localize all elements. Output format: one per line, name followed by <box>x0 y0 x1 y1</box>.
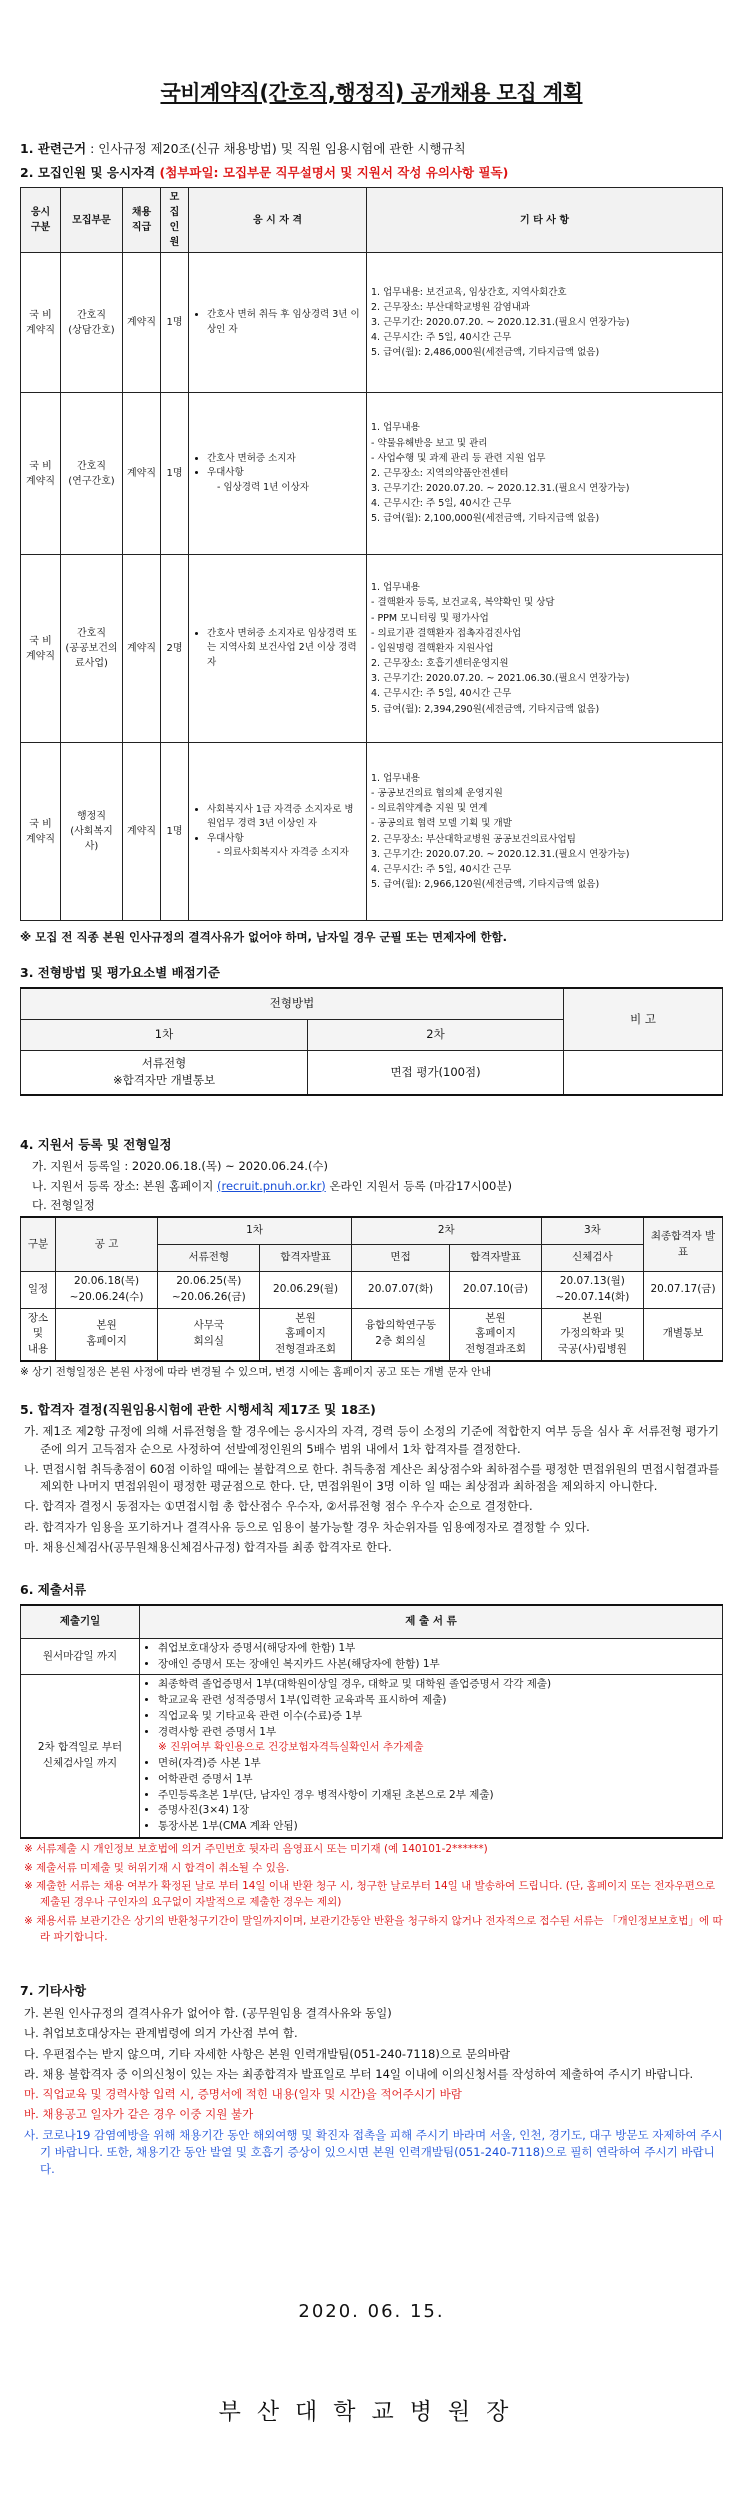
table-header: 서류전형 <box>158 1245 260 1272</box>
details-line: 1. 업무내용 <box>371 582 420 594</box>
details-line: - 공공의료 협력 모델 기획 및 개발 <box>371 818 512 830</box>
table-cell: 사무국 회의실 <box>158 1308 260 1361</box>
table-header: 비 고 <box>564 988 723 1051</box>
requirement-item: • 우대사항 <box>207 832 362 846</box>
table-header: 1차 <box>158 1217 352 1245</box>
details-line: - PPM 모니터링 및 평가사업 <box>371 612 489 624</box>
table-header: 응시 구분 <box>21 188 61 253</box>
details-line: 4. 근무시간: 주 5일, 40시간 근무 <box>371 332 512 344</box>
table-cell <box>21 1051 308 1095</box>
table-header: 구분 <box>21 1217 56 1272</box>
page-title: 국비계약직(간호직,행정직) 공개채용 모집 계획 <box>160 81 583 105</box>
note-item: ※ 제출서류 미제출 및 허위기재 시 합격이 취소될 수 있음. <box>24 1861 290 1874</box>
details-line: 2. 근무장소: 부산대학교병원 공공보건의료사업팀 <box>371 833 576 845</box>
details-line: - 의료기관 결핵환자 접촉자검진사업 <box>371 627 522 639</box>
result-list <box>20 1423 723 1556</box>
table-cell: 20.07.17(금) <box>644 1272 723 1309</box>
table-row <box>21 1272 723 1309</box>
document-note: ※ 진위여부 확인용으로 건강보험자격득실확인서 추가제출 <box>158 1741 424 1754</box>
list-item: 라. 합격자가 임용을 포기하거나 결격사유 등으로 임용이 불가능할 경우 차순위자를 임용예정자로 결정할 수 있다. <box>24 1519 590 1534</box>
table-cell: 1명 <box>161 393 189 555</box>
list-item: 다. 우편접수는 받지 않으며, 기타 자세한 사항은 본원 인력개발팀(051-240-7118)으로 문의바람 <box>24 2046 511 2061</box>
table-header: 합격자발표 <box>260 1245 351 1272</box>
requirement-item: • 사회복지사 1급 자격증 소지자로 병원업무 경력 3년 이상인 자 <box>207 803 362 832</box>
details-cell <box>367 393 723 555</box>
table-header: 모집 인원 <box>161 188 189 253</box>
item-text: 온라인 지원서 등록 (마감17시00분) <box>325 1178 512 1193</box>
table-cell: 간호직 (상담간호) <box>61 253 123 393</box>
table-cell: 20.07.10(금) <box>450 1272 541 1309</box>
table-cell: 20.07.07(화) <box>351 1272 450 1309</box>
details-line: 2. 근무장소: 부산대학교병원 감염내과 <box>371 301 530 313</box>
list-item: 다. 합격자 결정시 동점자는 ①면접시험 총 합산점수 우수자, ②서류전형 점수 우수자 순으로 결정한다. <box>24 1499 533 1514</box>
details-line: 3. 근무기간: 2020.07.20. ~ 2020.12.31.(필요시 연장가능) <box>371 848 630 860</box>
document-item: • 증명사진(3×4) 1장 <box>158 1803 718 1819</box>
table-cell: 국 비 계약직 <box>21 393 61 555</box>
details-line: - 약물유해반응 보고 및 관리 <box>371 437 488 449</box>
homepage-link[interactable]: (recruit.pnuh.or.kr) <box>217 1178 326 1193</box>
section-recruit <box>20 164 723 183</box>
details-line: 3. 근무기간: 2020.07.20. ~ 2021.06.30.(필요시 연장가능) <box>371 673 630 685</box>
table-cell <box>140 1675 723 1838</box>
section-heading: 1. 관련근거 <box>20 140 87 156</box>
document-item: • 최종학력 졸업증명서 1부(대학원이상일 경우, 대학교 및 대학원 졸업증명서 각각 제출) <box>158 1677 718 1693</box>
documents-table <box>20 1604 723 1839</box>
table-cell: 20.07.13(월) ~20.07.14(화) <box>541 1272 643 1309</box>
table-cell: 면접 평가(100점) <box>308 1051 564 1095</box>
document-item: • 어학관련 증명서 1부 <box>158 1772 718 1788</box>
table-cell: 국 비 계약직 <box>21 253 61 393</box>
document-item: • 면허(자격)증 사본 1부 <box>158 1756 718 1772</box>
table-cell <box>564 1051 723 1095</box>
table-cell: 2차 합격일로 부터 신체검사일 까지 <box>21 1675 140 1838</box>
details-line: - 결핵환자 등록, 보건교육, 복약확인 및 상담 <box>371 597 555 609</box>
section-heading: 6. 제출서류 <box>20 1582 87 1597</box>
selection-table <box>20 987 723 1096</box>
document-item: • 경력사항 관련 증명서 1부 <box>158 1725 718 1741</box>
table-cell <box>140 1638 723 1675</box>
item-text: 나. 지원서 등록 장소: 본원 홈페이지 <box>32 1178 217 1193</box>
table-cell: 본원 홈페이지 전형결과조회 <box>450 1308 541 1361</box>
recruit-note: ※ 모집 전 직종 본원 인사규정의 결격사유가 없어야 하며, 남자일 경우 군필 또는 면제자에 한함. <box>20 930 507 944</box>
list-item: 바. 채용공고 일자가 같은 경우 이중 지원 불가 <box>24 2107 254 2122</box>
details-line: 5. 급여(월): 2,966,120원(세전금액, 기타지급액 없음) <box>371 879 600 891</box>
cell-text: 서류전형 <box>141 1056 187 1070</box>
note-item: ※ 제출한 서류는 채용 여부가 확정된 날로 부터 14일 이내 반환 청구 시, 청구한 날로부터 14일 내 발송하여 드립니다. (단, 홈페이지 또는 전자우편으로 제출된 경우나 구인자의 요구없이 자발적으로 제출한 경우는 제외) <box>24 1880 716 1908</box>
details-line: 5. 급여(월): 2,394,290원(세전금액, 기타지급액 없음) <box>371 703 600 715</box>
details-cell <box>367 743 723 921</box>
item-text: 가. 지원서 등록일 : 2020.06.18.(목) ~ 2020.06.24.(수) <box>32 1159 329 1174</box>
list-item: 마. 채용신체검사(공무원채용신체검사규정) 합격자를 최종 합격자로 한다. <box>24 1539 392 1554</box>
table-cell: 1명 <box>161 743 189 921</box>
table-cell: 계약직 <box>123 393 161 555</box>
document-item: • 장애인 증명서 또는 장애인 복지카드 사본(해당자에 한함) 1부 <box>158 1657 718 1673</box>
schedule-item <box>20 1178 723 1195</box>
details-line: 3. 근무기간: 2020.07.20. ~ 2020.12.31.(필요시 연장가능) <box>371 316 630 328</box>
requirement-cell <box>189 393 367 555</box>
details-line: 4. 근무시간: 주 5일, 40시간 근무 <box>371 498 512 510</box>
recruit-table <box>20 187 723 921</box>
details-line: 5. 급여(월): 2,486,000원(세전금액, 기타지급액 없음) <box>371 347 600 359</box>
table-cell: 개별통보 <box>644 1308 723 1361</box>
document-page <box>20 0 723 2430</box>
schedule-note: ※ 상기 전형일정은 본원 사정에 따라 변경될 수 있으며, 변경 시에는 홈페이지 공고 또는 개별 문자 안내 <box>20 1365 492 1378</box>
table-row <box>21 253 723 393</box>
table-header: 1차 <box>21 1020 308 1051</box>
table-cell: 1명 <box>161 253 189 393</box>
organization-name: 부산대학교병원장 <box>218 2399 525 2426</box>
document-item: • 학교교육 관련 성적증명서 1부(입력한 교육과목 표시하여 제출) <box>158 1693 718 1709</box>
table-header: 모집부문 <box>61 188 123 253</box>
table-header-row <box>21 188 723 253</box>
details-line: - 의료취약계층 지원 및 연계 <box>371 803 488 815</box>
table-header: 3차 <box>541 1217 643 1245</box>
list-item: 가. 본원 인사규정의 결격사유가 없어야 함. (공무원임용 결격사유와 동일) <box>24 2006 392 2020</box>
section-heading: 7. 기타사항 <box>20 1983 87 1999</box>
table-cell: 계약직 <box>123 743 161 921</box>
requirement-cell <box>189 555 367 743</box>
table-cell: 본원 홈페이지 <box>56 1308 158 1361</box>
details-line: 2. 근무장소: 호흡기센터운영지원 <box>371 658 509 670</box>
document-item: • 직업교육 및 기타교육 관련 이수(수료)증 1부 <box>158 1709 718 1725</box>
document-item: • 주민등록초본 1부(단, 남자인 경우 병적사항이 기재된 초본으로 2부 제출) <box>158 1788 718 1804</box>
details-line: 4. 근무시간: 주 5일, 40시간 근무 <box>371 863 512 875</box>
table-cell: 행정직 (사회복지사) <box>61 743 123 921</box>
requirement-cell <box>189 253 367 393</box>
table-cell: 계약직 <box>123 555 161 743</box>
schedule-item: 다. 전형일정 <box>32 1197 95 1212</box>
requirement-subitem: - 의료사회복지사 자격증 소지자 <box>217 846 349 858</box>
details-line: - 사업수행 및 과제 관리 등 관련 지원 업무 <box>371 452 546 464</box>
details-cell <box>367 253 723 393</box>
table-cell: 20.06.29(월) <box>260 1272 351 1309</box>
table-cell: 본원 홈페이지 전형결과조회 <box>260 1308 351 1361</box>
requirement-item: • 우대사항 <box>207 466 362 480</box>
details-line: 4. 근무시간: 주 5일, 40시간 근무 <box>371 688 512 700</box>
table-cell: 계약직 <box>123 253 161 393</box>
table-row <box>21 555 723 743</box>
note-item: ※ 서류제출 시 개인정보 보호법에 의거 주민번호 뒷자리 음영표시 또는 미기재 (예 140101-2******) <box>24 1842 488 1855</box>
table-cell: 국 비 계약직 <box>21 555 61 743</box>
table-cell: 20.06.25(목) ~20.06.26(금) <box>158 1272 260 1309</box>
requirement-item: • 간호사 면허증 소지자 <box>207 452 362 466</box>
document-item: • 취업보호대상자 증명서(해당자에 한함) 1부 <box>158 1641 718 1657</box>
cell-subtext: ※합격자만 개별통보 <box>112 1073 216 1088</box>
requirement-cell <box>189 743 367 921</box>
details-line: 5. 급여(월): 2,100,000원(세전금액, 기타지급액 없음) <box>371 513 600 525</box>
details-line: 2. 근무장소: 지역의약품안전센터 <box>371 467 509 479</box>
schedule-item <box>20 1158 723 1175</box>
table-cell: 간호직 (연구간호) <box>61 393 123 555</box>
table-header: 최종합격자 발표 <box>644 1217 723 1272</box>
list-item: 사. 코로나19 감염예방을 위해 채용기간 동안 해외여행 및 확진자 접촉을 피해 주시기 바라며 서울, 인천, 경기도, 대구 방문도 자제하여 주시기 바랍니다. 또한, 채용기간 동안 발열 및 호흡기 증상이 있으시면 본원 인력개발팀(051-240-7118)으로 필히 연락하여 주시기 바랍니다. <box>24 2127 723 2176</box>
schedule-table <box>20 1216 723 1362</box>
list-item: 마. 직업교육 및 경력사항 입력 시, 증명서에 적힌 내용(일자 및 시간)을 적어주시기 바람 <box>24 2087 462 2101</box>
table-cell: 국 비 계약직 <box>21 743 61 921</box>
section-heading: 3. 전형방법 및 평가요소별 배점기준 <box>20 965 220 981</box>
table-row <box>21 393 723 555</box>
list-item: 가. 제1조 제2항 규정에 의해 서류전형을 할 경우에는 응시자의 자격, 경력 등이 소정의 기준에 적합한지 여부 등을 심사 후 서류전형 평가기준에 의거 고득점자 순으로 사정하여 선발예정인원의 5배수 범위 내에서 1차 합격자를 결정한다. <box>24 1424 719 1456</box>
table-header: 제출기일 <box>21 1605 140 1639</box>
details-line: 3. 근무기간: 2020.07.20. ~ 2020.12.31.(필요시 연장가능) <box>371 483 630 495</box>
list-item: 나. 면접시험 취득총점이 60점 이하일 때에는 불합격으로 한다. 취득총점 계산은 최상점수와 최하점수를 평정한 면접위원의 면접시험결과를 제외한 나머지 면접위원이 평정한 평균점으로 한다. 단, 면접위원이 3명 이하 일 때는 최상점과 최하점을 제외하지 아니한다. <box>24 1461 720 1493</box>
documents-notes <box>20 1842 723 1946</box>
table-header: 제 출 서 류 <box>140 1605 723 1639</box>
attachment-note: (첨부파일: 모집부문 직무설명서 및 지원서 작성 유의사항 필독) <box>155 165 509 181</box>
table-cell: 원서마감일 까지 <box>21 1638 140 1675</box>
table-header: 공 고 <box>56 1217 158 1272</box>
table-header: 2차 <box>308 1020 564 1051</box>
details-line: - 입원명령 결핵환자 지원사업 <box>371 642 494 654</box>
section-heading: 2. 모집인원 및 응시자격 <box>20 165 156 181</box>
table-cell: 2명 <box>161 555 189 743</box>
table-cell: 간호직 (공공보건의료사업) <box>61 555 123 743</box>
requirement-subitem: - 임상경력 1년 이상자 <box>217 481 309 493</box>
table-header: 면접 <box>351 1245 450 1272</box>
table-row <box>21 743 723 921</box>
table-cell: 20.06.18(목) ~20.06.24(수) <box>56 1272 158 1309</box>
table-cell: 본원 가정의학과 및 국공(사)립병원 <box>541 1308 643 1361</box>
list-item: 라. 채용 불합격자 중 이의신청이 있는 자는 최종합격자 발표일로 부터 14일 이내에 이의신청서를 작성하여 제출하여 주시기 바랍니다. <box>24 2066 694 2081</box>
details-line: 1. 업무내용: 보건교육, 임상간호, 지역사회간호 <box>371 286 567 298</box>
document-date: 2020. 06. 15. <box>298 2301 445 2323</box>
details-line: 1. 업무내용 <box>371 772 420 784</box>
section-heading: 4. 지원서 등록 및 전형일정 <box>20 1136 172 1152</box>
table-header: 채용 직급 <box>123 188 161 253</box>
table-header: 전형방법 <box>21 988 564 1020</box>
details-line: - 공공보건의료 협의체 운영지원 <box>371 787 503 799</box>
etc-list <box>20 2005 723 2178</box>
table-cell: 융합의학연구동 2층 회의실 <box>351 1308 450 1361</box>
table-header: 기 타 사 항 <box>367 188 723 253</box>
requirement-item: • 간호사 면허 취득 후 임상경력 3년 이상인 자 <box>207 308 362 337</box>
table-header: 합격자발표 <box>450 1245 541 1272</box>
document-item: • 통장사본 1부(CMA 계좌 안됨) <box>158 1819 718 1835</box>
table-header: 신체검사 <box>541 1245 643 1272</box>
table-header: 2차 <box>351 1217 541 1245</box>
requirement-item: • 간호사 면허증 소지자로 임상경력 또는 지역사회 보건사업 2년 이상 경력자 <box>207 627 362 670</box>
section-text: : 인사규정 제20조(신규 채용방법) 및 직원 임용시험에 관한 시행규칙 <box>86 140 466 156</box>
section-basis <box>20 140 723 159</box>
row-label: 일정 <box>21 1272 56 1309</box>
section-heading: 5. 합격자 결정(직원임용시험에 관한 시행세칙 제17조 및 18조) <box>20 1401 376 1417</box>
details-line: 1. 업무내용 <box>371 422 420 434</box>
table-header: 응 시 자 격 <box>189 188 367 253</box>
table-row <box>21 1308 723 1361</box>
list-item: 나. 취업보호대상자는 관계법령에 의거 가산점 부여 함. <box>24 2026 298 2041</box>
row-label: 장소 및 내용 <box>21 1308 56 1361</box>
details-cell <box>367 555 723 743</box>
note-item: ※ 채용서류 보관기간은 상기의 반환청구기간이 말일까지이며, 보관기간동안 반환을 청구하지 않거나 전자적으로 접수된 서류는 「개인정보보호법」에 따라 파기합니다. <box>24 1914 723 1943</box>
